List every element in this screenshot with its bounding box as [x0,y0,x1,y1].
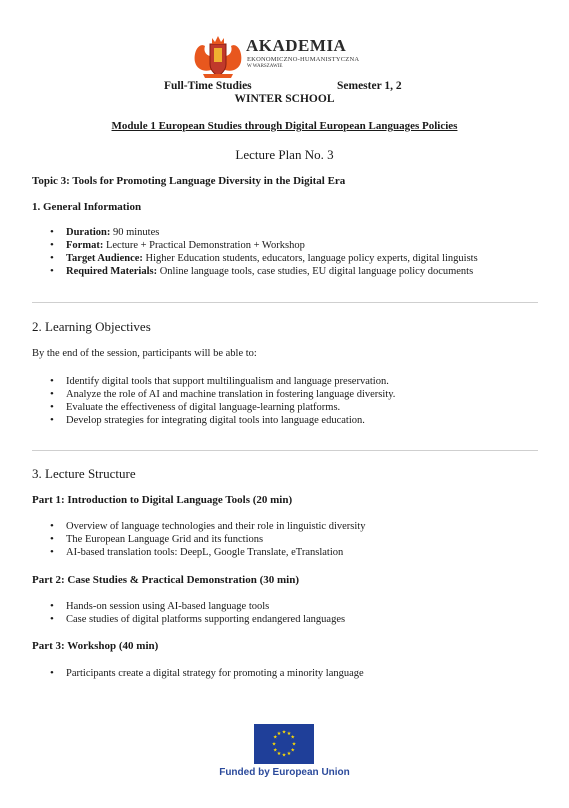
study-mode: Full-Time Studies [164,80,252,92]
structure-heading: 3. Lecture Structure [32,466,136,481]
svg-text:★: ★ [286,730,292,737]
part1-title: Part 1: Introduction to Digital Language Tools (20 min) [32,494,293,506]
svg-text:★: ★ [290,734,295,741]
objectives-list [32,375,552,427]
list-item: • Identify digital tools that support multilingualism and language preservation. [32,375,552,388]
part2-list [32,600,552,626]
list-item: • The European Language Grid and its functions [32,533,552,546]
part3-title: Part 3: Workshop (40 min) [32,640,159,652]
list-item: • Participants create a digital strategy for promoting a minority language [32,667,552,680]
topic-title: Topic 3: Tools for Promoting Language Diversity in the Digital Era [32,175,346,187]
list-item: • Hands-on session using AI-based language tools [32,600,552,613]
general-heading: 1. General Information [32,201,142,213]
logo-location: W WARSZAWIE [247,64,283,69]
list-item: • Target Audience: Higher Education students, educators, language policy experts, digital linguists [32,252,552,265]
svg-text:★: ★ [273,747,278,754]
divider [32,450,538,451]
logo-name: AKADEMIA [246,36,347,55]
school-name: WINTER SCHOOL [234,93,335,105]
lecture-plan-title: Lecture Plan No. 3 [235,147,334,162]
general-list [32,226,552,278]
svg-text:★: ★ [286,751,292,758]
svg-text:★: ★ [281,729,287,736]
part2-title: Part 2: Case Studies & Practical Demonstration (30 min) [32,574,300,586]
svg-text:★: ★ [276,730,282,737]
part3-list [32,667,552,680]
list-item: • Required Materials: Online language tools, case studies, EU digital language policy documents [32,265,552,278]
divider [32,302,538,303]
svg-text:★: ★ [291,741,297,748]
list-item: • Evaluate the effectiveness of digital language-learning platforms. [32,401,552,414]
part1-list [32,520,552,559]
svg-text:★: ★ [271,741,277,748]
list-item: • Analyze the role of AI and machine translation in fostering language diversity. [32,388,552,401]
semester: Semester 1, 2 [337,80,402,92]
list-item: • AI-based translation tools: DeepL, Google Translate, eTranslation [32,546,552,559]
svg-text:★: ★ [273,734,278,741]
svg-text:★: ★ [276,751,282,758]
svg-text:★: ★ [290,747,295,754]
list-item: • Case studies of digital platforms supporting endangered languages [32,613,552,626]
module-title: Module 1 European Studies through Digital European Languages Policies [111,120,458,132]
objectives-heading: 2. Learning Objectives [32,319,151,334]
funded-by-eu-caption: Funded by European Union [219,767,350,778]
objectives-intro: By the end of the session, participants will be able to: [32,348,257,359]
list-item: • Format: Lecture + Practical Demonstration + Workshop [32,239,552,252]
list-item: • Overview of language technologies and their role in linguistic diversity [32,520,552,533]
eu-flag-icon [254,724,314,764]
list-item: • Develop strategies for integrating digital tools into language education. [32,414,552,427]
svg-text:★: ★ [281,752,287,759]
logo-subtitle: EKONOMICZNO-HUMANISTYCZNA [247,56,360,63]
list-item: • Duration: 90 minutes [32,226,552,239]
